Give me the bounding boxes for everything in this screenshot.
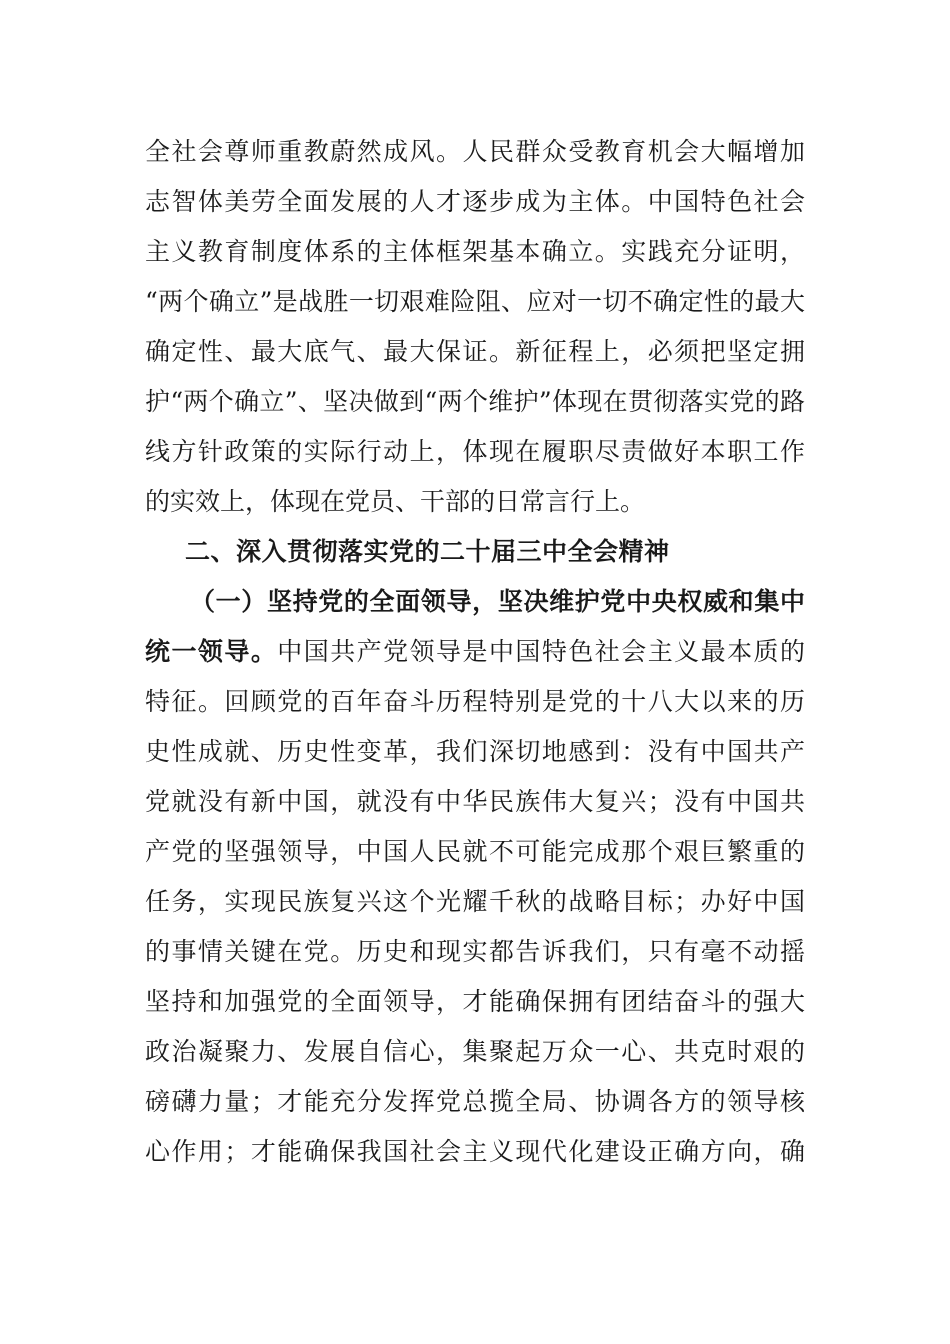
paragraph-line: 的事情关键在党。历史和现实都告诉我们，只有毫不动摇 <box>145 937 805 966</box>
paragraph-line: 的实效上，体现在党员、干部的日常言行上。 <box>145 487 646 516</box>
paragraph-text: 中国共产党领导是中国特色社会主义最本质的 <box>277 637 805 666</box>
paragraph-line: 政治凝聚力、发展自信心，集聚起万众一心、共克时艰的 <box>145 1037 805 1066</box>
paragraph-line <box>145 627 805 677</box>
paragraph-1 <box>145 127 805 527</box>
paragraph-line: 党就没有新中国，就没有中华民族伟大复兴；没有中国共 <box>145 787 805 816</box>
paragraph-line: 线方针政策的实际行动上，体现在履职尽责做好本职工作 <box>145 437 805 466</box>
paragraph-line: 产党的坚强领导，中国人民就不可能完成那个艰巨繁重的 <box>145 837 805 866</box>
paragraph-line: 磅礴力量；才能充分发挥党总揽全局、协调各方的领导核 <box>145 1087 805 1116</box>
paragraph-line: “两个确立”是战胜一切艰难险阻、应对一切不确定性的最大 <box>145 287 805 316</box>
document-body <box>145 127 805 1177</box>
paragraph-line: 坚持和加强党的全面领导，才能确保拥有团结奋斗的强大 <box>145 987 805 1016</box>
subsection-heading-end: 统一领导。 <box>145 637 278 666</box>
paragraph-line: 特征。回顾党的百年奋斗历程特别是党的十八大以来的历 <box>145 687 805 716</box>
paragraph-line: 全社会尊师重教蔚然成风。人民群众受教育机会大幅增加 <box>145 137 805 166</box>
paragraph-line: 确定性、最大底气、最大保证。新征程上，必须把坚定拥 <box>145 337 805 366</box>
section-heading: 二、深入贯彻落实党的二十届三中全会精神 <box>185 537 670 566</box>
paragraph-2 <box>145 577 805 1177</box>
paragraph-line: 史性成就、历史性变革，我们深切地感到：没有中国共产 <box>145 737 805 766</box>
paragraph-line: 心作用；才能确保我国社会主义现代化建设正确方向，确 <box>145 1137 805 1166</box>
paragraph-line: 志智体美劳全面发展的人才逐步成为主体。中国特色社会 <box>145 187 805 216</box>
paragraph-line: 主义教育制度体系的主体框架基本确立。实践充分证明， <box>145 237 805 266</box>
subsection-heading: （一）坚持党的全面领导，坚决维护党中央权威和集中 <box>190 587 805 616</box>
paragraph-line: 任务，实现民族复兴这个光耀千秋的战略目标；办好中国 <box>145 887 805 916</box>
paragraph-line: 护“两个确立”、坚决做到“两个维护”体现在贯彻落实党的路 <box>145 387 805 416</box>
